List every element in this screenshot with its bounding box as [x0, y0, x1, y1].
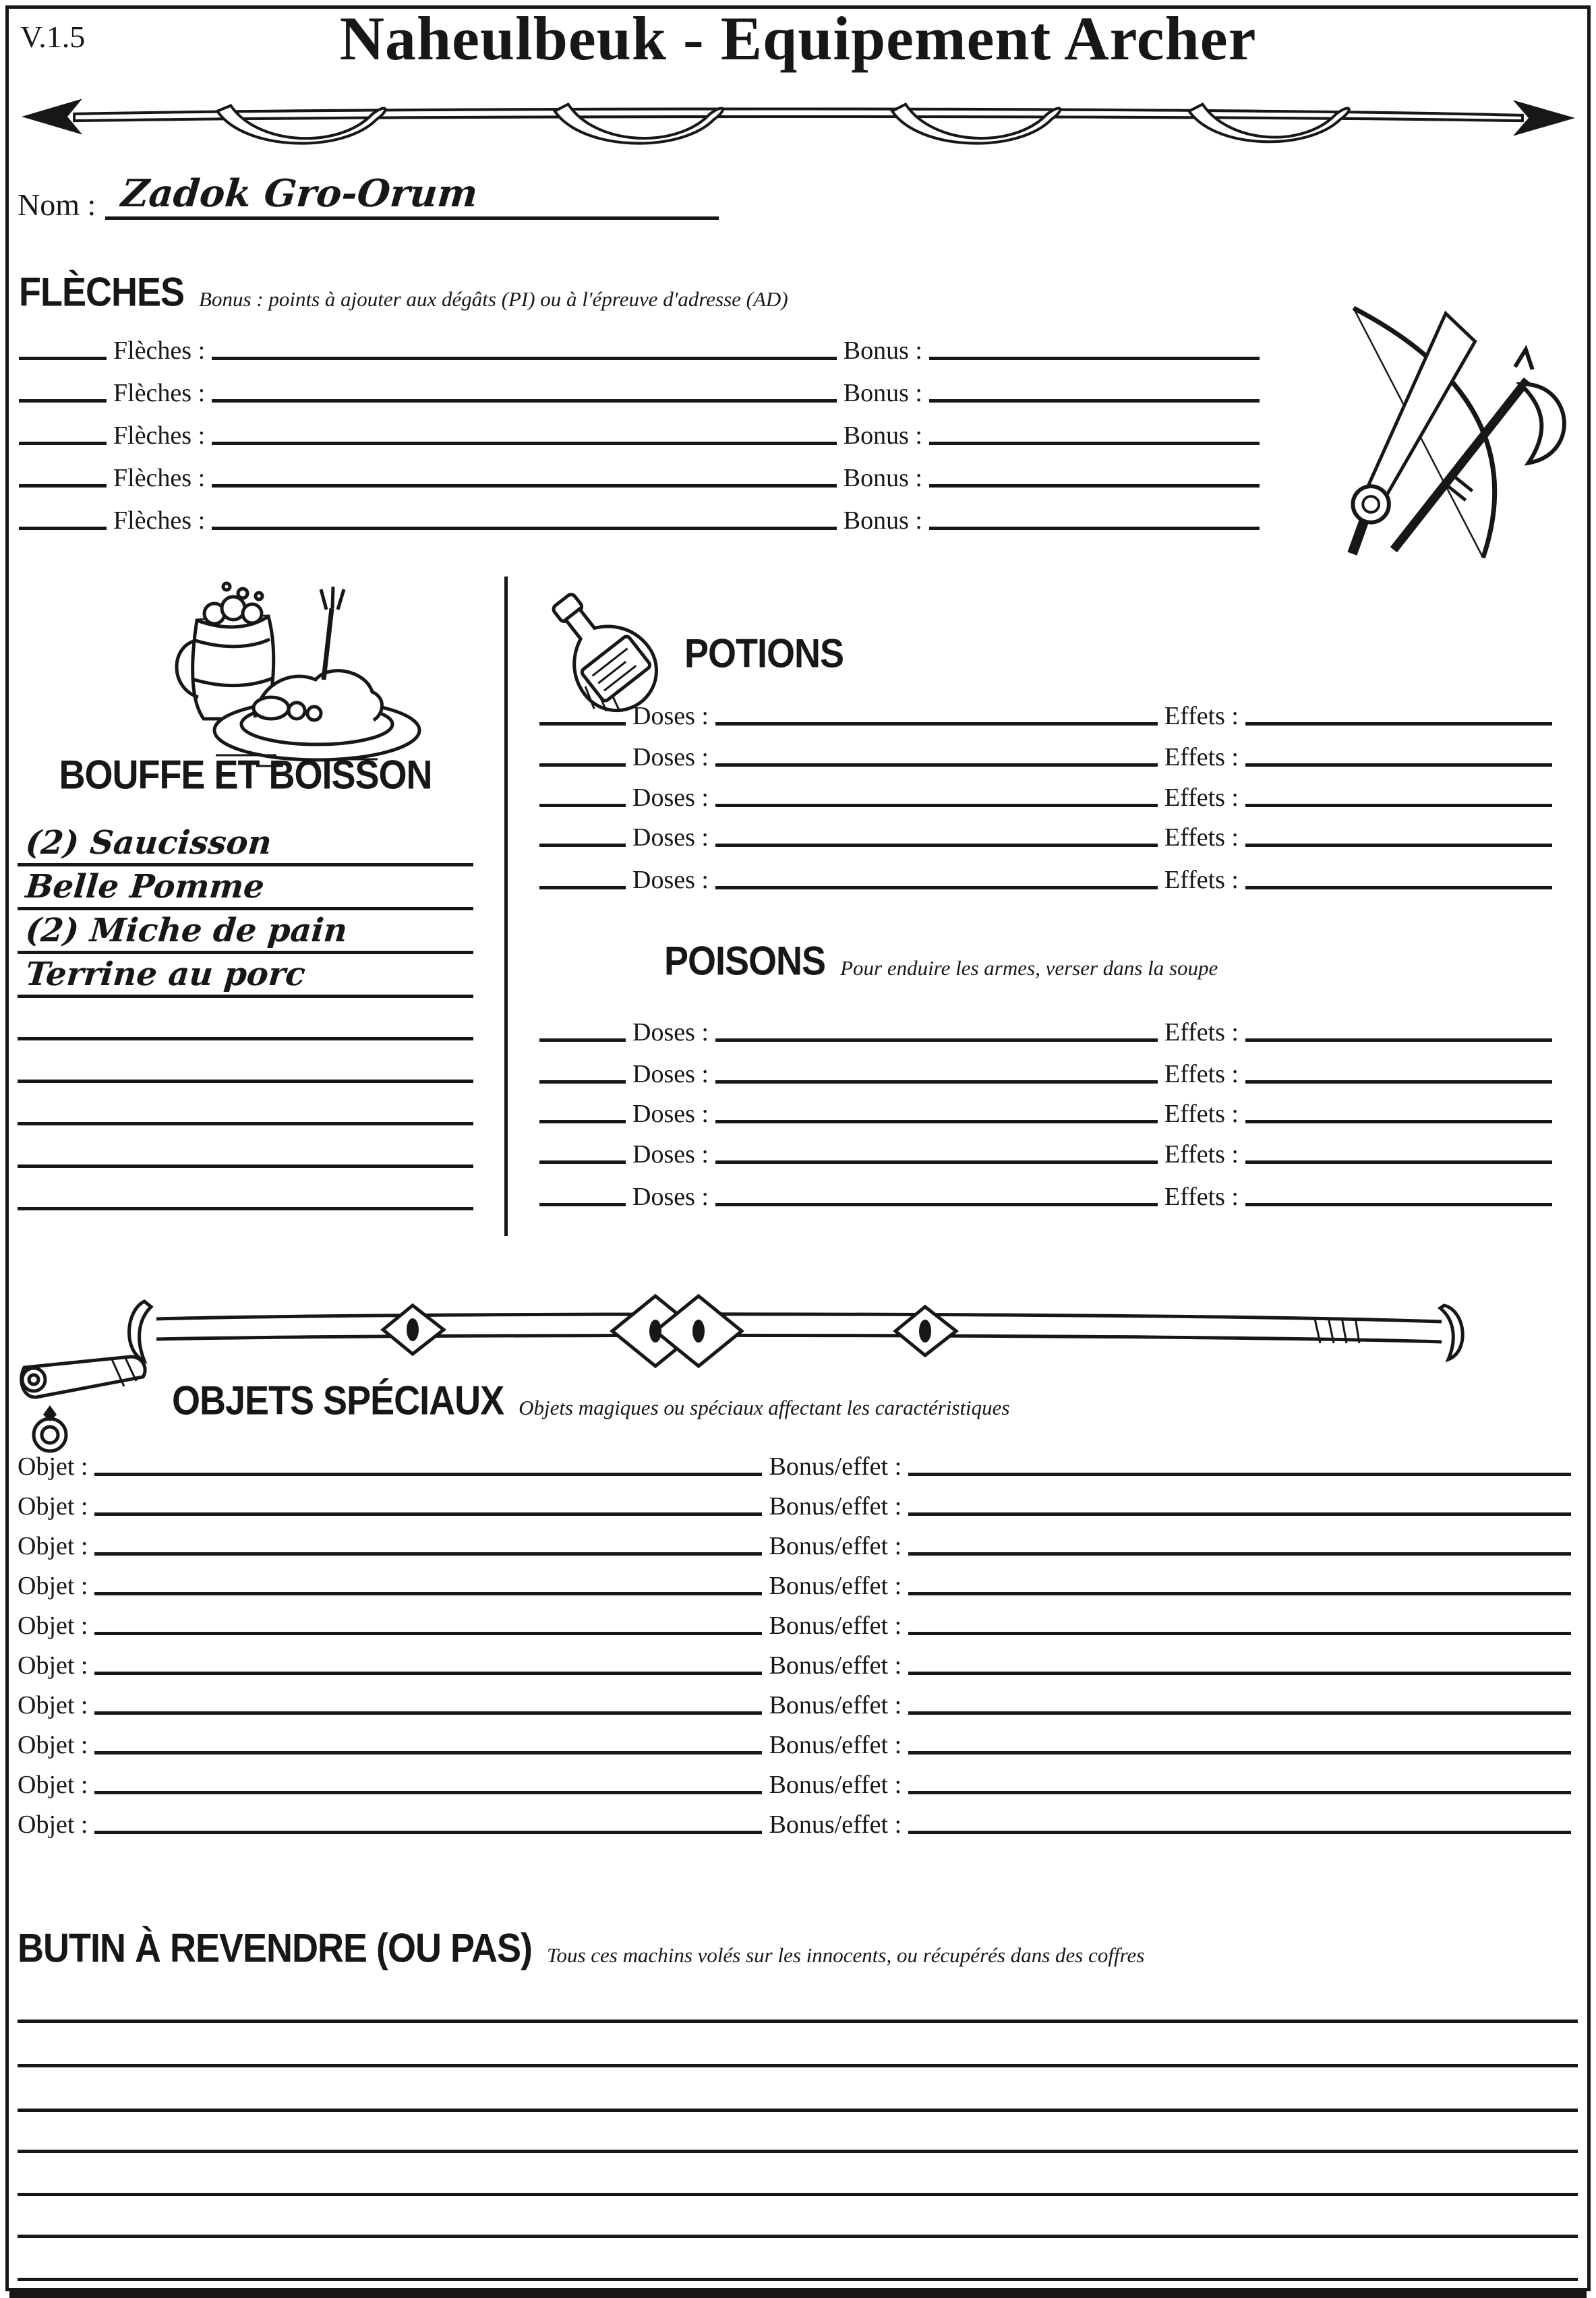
poison-effets-line[interactable]	[1245, 1080, 1552, 1084]
poison-qty-line[interactable]	[539, 1160, 626, 1164]
objet-row	[18, 1442, 1571, 1482]
objet-name-line[interactable]	[94, 1473, 762, 1476]
objet-label: Objet :	[18, 1771, 88, 1800]
potion-effets-label: Effets :	[1164, 743, 1239, 772]
poison-qty-line[interactable]	[539, 1038, 626, 1042]
objet-bonus-label: Bonus/effet :	[769, 1532, 902, 1561]
butin-subtitle: Tous ces machins volés sur les innocents, ou récupérés dans des coffres	[547, 1943, 1145, 1967]
name-field-row	[18, 169, 719, 225]
potion-row	[539, 691, 1552, 732]
objet-label: Objet :	[18, 1651, 88, 1680]
potion-doses-line[interactable]	[715, 886, 1158, 889]
objet-name-line[interactable]	[94, 1512, 762, 1516]
crossed-weapons-icon	[1315, 302, 1582, 564]
objet-row	[18, 1720, 1571, 1761]
bouffe-item	[18, 1206, 26, 1207]
objet-bonus-line[interactable]	[908, 1791, 1571, 1794]
potion-doses-line[interactable]	[715, 763, 1158, 767]
bouffe-item: (2) Miche de pain	[24, 912, 349, 949]
poison-effets-label: Effets :	[1164, 1100, 1239, 1129]
spear-arrow-divider-icon	[15, 85, 1580, 148]
objet-label: Objet :	[18, 1810, 88, 1839]
fleches-row-label: Flèches :	[113, 336, 206, 365]
objet-name-line[interactable]	[94, 1632, 762, 1635]
fleches-row	[19, 411, 1260, 451]
fleches-name-line[interactable]	[212, 442, 837, 445]
objet-label: Objet :	[18, 1731, 88, 1760]
potion-effets-label: Effets :	[1164, 702, 1239, 731]
objet-row	[18, 1800, 1571, 1840]
potion-qty-line[interactable]	[539, 844, 626, 847]
fleches-row	[19, 453, 1260, 494]
objet-label: Objet :	[18, 1492, 88, 1521]
fleches-row-label: Flèches :	[113, 464, 206, 493]
objet-name-line[interactable]	[94, 1751, 762, 1755]
objet-bonus-label: Bonus/effet :	[769, 1771, 902, 1800]
fleches-qty-line[interactable]	[19, 484, 107, 488]
poison-effets-label: Effets :	[1164, 1140, 1239, 1169]
potion-effets-line[interactable]	[1245, 886, 1552, 889]
poison-effets-label: Effets :	[1164, 1018, 1239, 1047]
objet-row	[18, 1601, 1571, 1641]
fleches-bonus-line[interactable]	[929, 399, 1260, 403]
objet-bonus-label: Bonus/effet :	[769, 1691, 902, 1720]
butin-heading: BUTIN À REVENDRE (OU PAS)	[18, 1925, 533, 1971]
fleches-qty-line[interactable]	[19, 527, 107, 530]
poisons-section-header	[664, 938, 1218, 984]
objet-label: Objet :	[18, 1612, 88, 1641]
poison-effets-line[interactable]	[1245, 1203, 1552, 1206]
butin-line[interactable]	[18, 2064, 1578, 2067]
potion-doses-label: Doses :	[632, 866, 709, 895]
fleches-section-header	[19, 269, 788, 316]
fleches-bonus-line[interactable]	[929, 357, 1260, 360]
potion-effets-label: Effets :	[1164, 866, 1239, 895]
poison-doses-label: Doses :	[632, 1183, 709, 1212]
objet-name-line[interactable]	[94, 1791, 762, 1794]
staff-divider-icon	[121, 1276, 1477, 1392]
poison-doses-line[interactable]	[715, 1080, 1158, 1084]
bouffe-heading: BOUFFE ET BOISSON	[59, 752, 432, 798]
fleches-row-label: Flèches :	[113, 506, 206, 535]
potion-doses-label: Doses :	[632, 784, 709, 813]
potion-effets-line[interactable]	[1245, 763, 1552, 767]
bouffe-line[interactable]	[18, 1153, 473, 1210]
objet-bonus-line[interactable]	[908, 1751, 1571, 1755]
fleches-qty-line[interactable]	[19, 399, 107, 403]
objet-bonus-label: Bonus/effet :	[769, 1612, 902, 1641]
potion-effets-line[interactable]	[1245, 804, 1552, 807]
potion-effets-line[interactable]	[1245, 844, 1552, 847]
butin-line[interactable]	[18, 2235, 1578, 2238]
bouffe-item: Belle Pomme	[24, 868, 266, 906]
name-value: Zadok Gro-Orum	[119, 171, 480, 216]
butin-line[interactable]	[18, 2193, 1578, 2196]
objet-row	[18, 1680, 1571, 1721]
objet-name-line[interactable]	[94, 1592, 762, 1595]
poison-qty-line[interactable]	[539, 1203, 626, 1206]
objet-row	[18, 1641, 1571, 1681]
potion-doses-line[interactable]	[715, 722, 1158, 726]
poison-qty-line[interactable]	[539, 1120, 626, 1123]
potions-heading: POTIONS	[684, 630, 844, 676]
objet-bonus-label: Bonus/effet :	[769, 1731, 902, 1760]
bouffe-item: (2) Saucisson	[24, 824, 274, 862]
name-label: Nom :	[18, 187, 96, 222]
poison-doses-label: Doses :	[632, 1100, 709, 1129]
objet-bonus-label: Bonus/effet :	[769, 1572, 902, 1601]
poison-effets-line[interactable]	[1245, 1038, 1552, 1042]
potion-doses-label: Doses :	[632, 743, 709, 772]
objet-row	[18, 1481, 1571, 1522]
butin-section-header	[18, 1925, 1145, 1972]
objet-label: Objet :	[18, 1691, 88, 1720]
objet-bonus-line[interactable]	[908, 1632, 1571, 1635]
objet-label: Objet :	[18, 1452, 88, 1481]
fleches-row-label: Flèches :	[113, 421, 206, 450]
potion-effets-label: Effets :	[1164, 784, 1239, 813]
fleches-bonus-label: Bonus :	[843, 336, 922, 365]
potion-qty-line[interactable]	[539, 722, 626, 726]
poison-row	[539, 1007, 1552, 1048]
potion-doses-label: Doses :	[632, 823, 709, 852]
poison-doses-line[interactable]	[715, 1120, 1158, 1123]
poison-effets-line[interactable]	[1245, 1160, 1552, 1164]
fleches-qty-line[interactable]	[19, 357, 107, 360]
butin-line[interactable]	[18, 2150, 1578, 2153]
objet-bonus-line[interactable]	[908, 1592, 1571, 1595]
poisons-heading: POISONS	[664, 938, 826, 984]
bottom-border-bar	[9, 2288, 1587, 2298]
page-title: Naheulbeuk - Equipement Archer	[339, 4, 1257, 73]
butin-line[interactable]	[18, 2109, 1578, 2112]
potion-row	[539, 813, 1552, 853]
objet-bonus-line[interactable]	[908, 1473, 1571, 1476]
fleches-name-line[interactable]	[212, 399, 837, 403]
objet-row	[18, 1561, 1571, 1601]
poison-doses-line[interactable]	[715, 1038, 1158, 1042]
potion-doses-line[interactable]	[715, 844, 1158, 847]
fleches-qty-line[interactable]	[19, 442, 107, 445]
fleches-bonus-label: Bonus :	[843, 506, 922, 535]
potion-effets-line[interactable]	[1245, 722, 1552, 726]
poison-doses-line[interactable]	[715, 1160, 1158, 1164]
poison-effets-line[interactable]	[1245, 1120, 1552, 1123]
objet-name-line[interactable]	[94, 1672, 762, 1675]
bouffe-item: Terrine au porc	[24, 955, 307, 993]
fleches-row	[19, 326, 1260, 366]
fleches-bonus-label: Bonus :	[843, 464, 922, 493]
objet-name-line[interactable]	[94, 1831, 762, 1834]
objet-bonus-label: Bonus/effet :	[769, 1452, 902, 1481]
potion-doses-line[interactable]	[715, 804, 1158, 807]
potion-row	[539, 732, 1552, 773]
poison-row	[539, 1049, 1552, 1090]
fleches-row	[19, 368, 1260, 409]
objet-bonus-line[interactable]	[908, 1512, 1571, 1516]
poison-row	[539, 1089, 1552, 1129]
objet-bonus-line[interactable]	[908, 1672, 1571, 1675]
objet-row	[18, 1521, 1571, 1562]
objet-row	[18, 1760, 1571, 1800]
objets-section-header	[172, 1378, 1010, 1424]
potion-qty-line[interactable]	[539, 886, 626, 889]
fleches-bonus-label: Bonus :	[843, 379, 922, 408]
version-label: V.1.5	[20, 20, 86, 54]
poison-effets-label: Effets :	[1164, 1183, 1239, 1212]
fleches-row	[19, 496, 1260, 536]
column-divider	[504, 577, 508, 1236]
bouffe-section-header	[18, 752, 473, 798]
poison-doses-label: Doses :	[632, 1018, 709, 1047]
objets-heading: OBJETS SPÉCIAUX	[172, 1378, 504, 1423]
potions-section-header	[684, 630, 844, 677]
objet-name-line[interactable]	[94, 1552, 762, 1556]
objet-label: Objet :	[18, 1572, 88, 1601]
objet-label: Objet :	[18, 1532, 88, 1561]
poison-row	[539, 1129, 1552, 1170]
potion-qty-line[interactable]	[539, 763, 626, 767]
objet-bonus-line[interactable]	[908, 1831, 1571, 1834]
poison-doses-line[interactable]	[715, 1203, 1158, 1206]
fleches-heading: FLÈCHES	[19, 269, 185, 315]
objet-bonus-line[interactable]	[908, 1711, 1571, 1715]
potion-row	[539, 773, 1552, 813]
poison-qty-line[interactable]	[539, 1080, 626, 1084]
fleches-bonus-line[interactable]	[929, 527, 1260, 530]
objet-bonus-line[interactable]	[908, 1552, 1571, 1556]
poisons-subtitle: Pour enduire les armes, verser dans la soupe	[840, 956, 1218, 980]
butin-line[interactable]	[18, 2278, 1578, 2281]
poison-row	[539, 1172, 1552, 1212]
fleches-row-label: Flèches :	[113, 379, 206, 408]
fleches-name-line[interactable]	[212, 357, 837, 360]
fleches-bonus-line[interactable]	[929, 484, 1260, 488]
poison-doses-label: Doses :	[632, 1140, 709, 1169]
objets-subtitle: Objets magiques ou spéciaux affectant les caractéristiques	[519, 1396, 1010, 1419]
fleches-name-line[interactable]	[212, 484, 837, 488]
fleches-name-line[interactable]	[212, 527, 837, 530]
poison-doses-label: Doses :	[632, 1060, 709, 1089]
fleches-subtitle: Bonus : points à ajouter aux dégâts (PI) ou à l'épreuve d'adresse (AD)	[199, 287, 788, 311]
fleches-bonus-line[interactable]	[929, 442, 1260, 445]
potion-doses-label: Doses :	[632, 702, 709, 731]
objet-bonus-label: Bonus/effet :	[769, 1492, 902, 1521]
potion-qty-line[interactable]	[539, 804, 626, 807]
fleches-bonus-label: Bonus :	[843, 421, 922, 450]
objet-bonus-label: Bonus/effet :	[769, 1810, 902, 1839]
name-input-line[interactable]	[105, 171, 719, 220]
poison-effets-label: Effets :	[1164, 1060, 1239, 1089]
butin-line[interactable]	[18, 2020, 1578, 2023]
potion-row	[539, 855, 1552, 895]
objet-bonus-label: Bonus/effet :	[769, 1651, 902, 1680]
objet-name-line[interactable]	[94, 1711, 762, 1715]
food-and-drink-icon	[94, 579, 432, 774]
potion-effets-label: Effets :	[1164, 823, 1239, 852]
